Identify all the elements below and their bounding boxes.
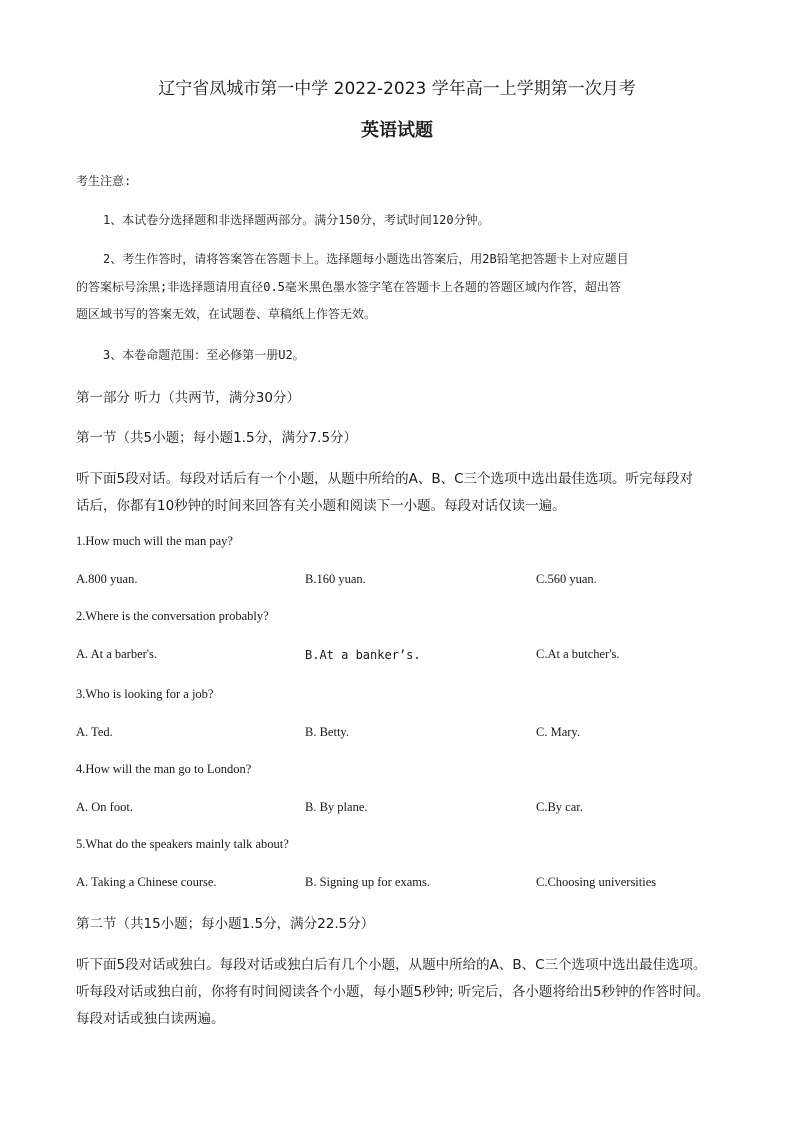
notice-item-3: 3、本卷命题范围：至必修第一册U2。	[103, 348, 305, 362]
q4-option-a: A. On foot.	[76, 800, 133, 814]
section1-instructions-cont: 话后，你都有10秒钟的时间来回答有关小题和阅读下一小题。每段对话仅读一遍。	[76, 498, 566, 514]
q5-option-a: A. Taking a Chinese course.	[76, 875, 217, 889]
question-1: 1.How much will the man pay?	[76, 534, 233, 548]
section2-heading: 第二节（共15小题；每小题1.5分，满分22.5分）	[76, 916, 375, 932]
q2-option-b: B.At a banker’s.	[305, 648, 421, 662]
q5-option-b: B. Signing up for exams.	[305, 875, 430, 889]
section1-heading: 第一节（共5小题；每小题1.5分，满分7.5分）	[76, 430, 358, 446]
q1-option-c: C.560 yuan.	[536, 572, 597, 586]
page-subtitle: 英语试题	[361, 120, 433, 141]
notice-item-2: 2、考生作答时，请将答案答在答题卡上。选择题每小题选出答案后，用2B铅笔把答题卡上对应题目	[103, 252, 629, 266]
q1-option-a: A.800 yuan.	[76, 572, 138, 586]
q3-option-a: A. Ted.	[76, 725, 113, 739]
page-title: 辽宁省凤城市第一中学 2022-2023 学年高一上学期第一次月考	[158, 79, 636, 99]
q4-option-b: B. By plane.	[305, 800, 368, 814]
notice-item-2-cont2: 题区域书写的答案无效，在试题卷、草稿纸上作答无效。	[76, 307, 377, 321]
question-3: 3.Who is looking for a job?	[76, 687, 214, 701]
q3-option-c: C. Mary.	[536, 725, 580, 739]
notice-item-1: 1、本试卷分选择题和非选择题两部分。满分150分，考试时间120分钟。	[103, 213, 490, 227]
notice-item-2-cont: 的答案标号涂黑;非选择题请用直径0.5毫米黑色墨水签字笔在答题卡上各题的答题区域内作答，超出答	[76, 280, 621, 294]
section2-instructions: 听下面5段对话或独白。每段对话或独白后有几个小题，从题中所给的A、B、C三个选项中选出最佳选项。	[76, 957, 707, 973]
q3-option-b: B. Betty.	[305, 725, 349, 739]
notice-heading: 考生注意:	[76, 174, 132, 188]
section1-instructions: 听下面5段对话。每段对话后有一个小题，从题中所给的A、B、C三个选项中选出最佳选项。听完每段对	[76, 471, 694, 487]
section2-instructions-cont: 听每段对话或独白前，你将有时间阅读各个小题，每小题5秒钟; 听完后，各小题将给出5秒钟的作答时间。	[76, 984, 710, 1000]
q5-option-c: C.Choosing universities	[536, 875, 657, 889]
q2-option-a: A. At a barber's.	[76, 647, 158, 661]
question-5: 5.What do the speakers mainly talk about?	[76, 837, 289, 851]
part1-heading: 第一部分 听力（共两节，满分30分）	[76, 390, 300, 406]
q2-option-c: C.At a butcher's.	[536, 647, 620, 661]
question-4: 4.How will the man go to London?	[76, 762, 252, 776]
question-2: 2.Where is the conversation probably?	[76, 609, 269, 623]
section2-instructions-cont2: 每段对话或独白读两遍。	[76, 1011, 225, 1027]
q1-option-b: B.160 yuan.	[305, 572, 366, 586]
q4-option-c: C.By car.	[536, 800, 583, 814]
